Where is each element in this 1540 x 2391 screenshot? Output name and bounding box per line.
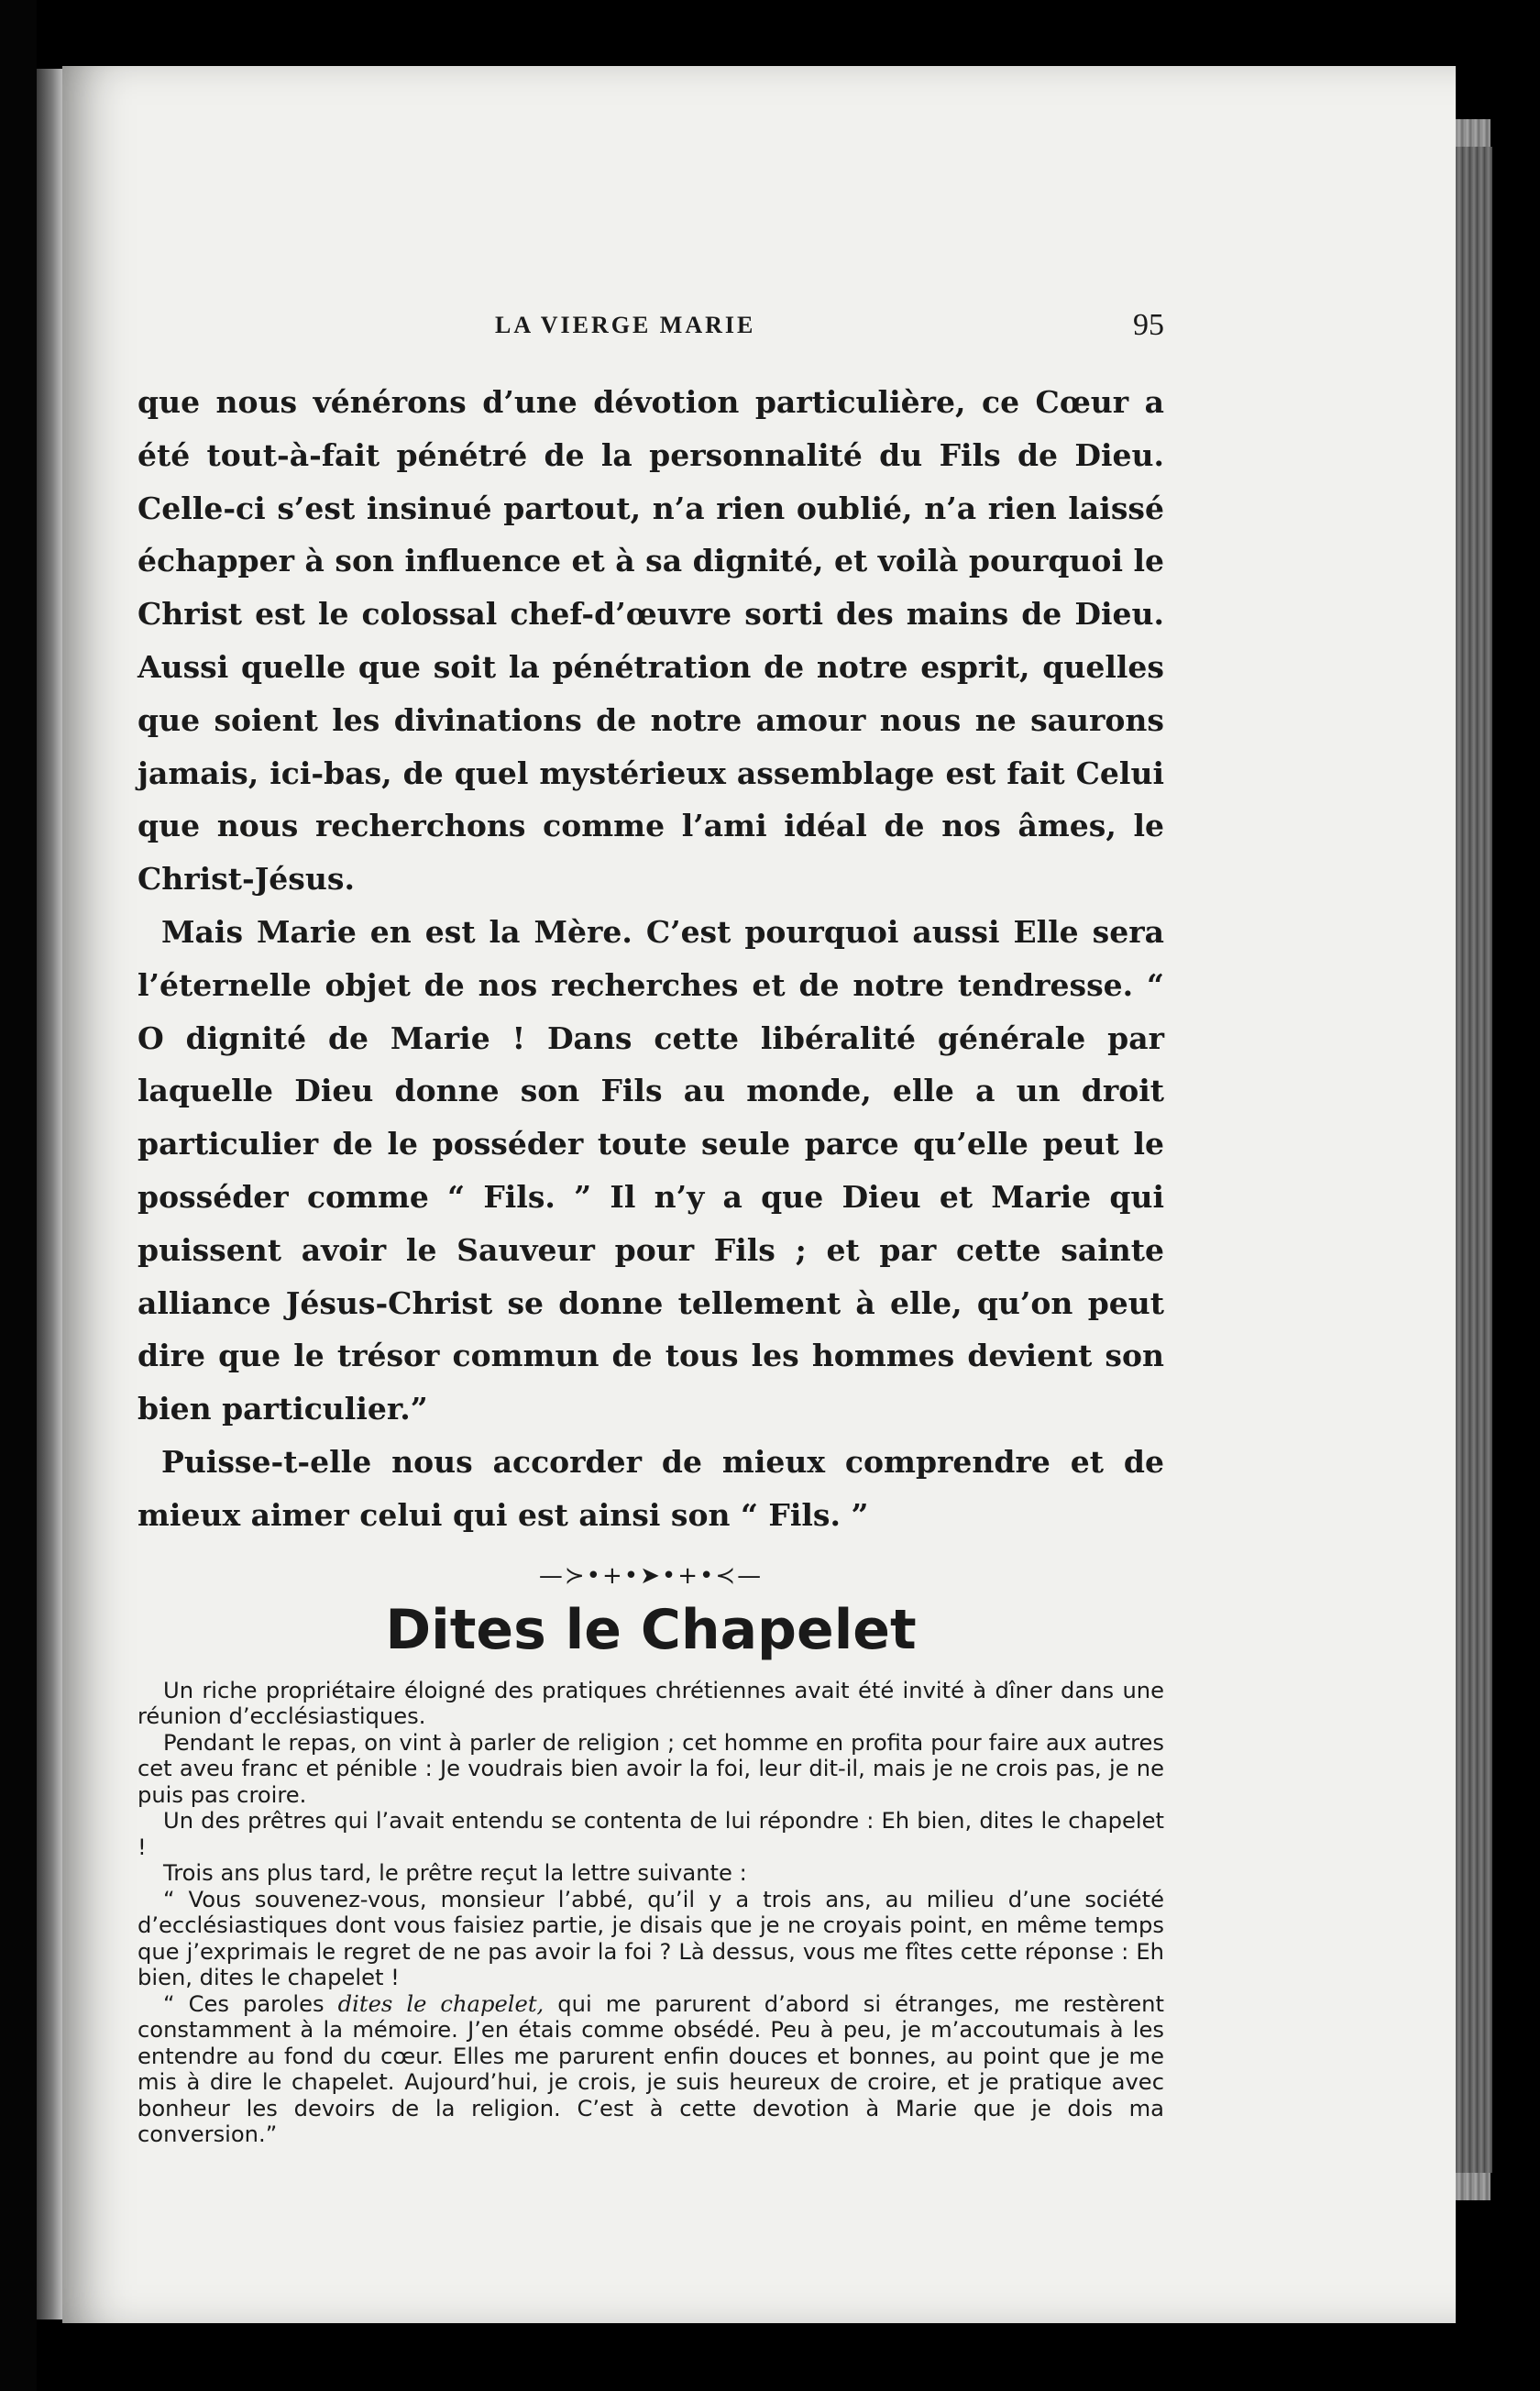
section-paragraph-5: “ Vous souvenez-vous, monsieur l’abbé, qu’il y a trois ans, au milieu d’une société d’ecclésiastiques dont vous faisiez partie, je disais que je ne croyais point, en même temps que j’exprimais le regret de ne pas avoir la foi ? Là dessus, vous me fîtes cette réponse : Eh bien, dites le chapelet ! bbox=[138, 1886, 1164, 1991]
section-paragraph-6 bbox=[138, 1991, 1164, 2148]
ornament-divider: —≻•+•➤•+•≺— bbox=[538, 1561, 764, 1590]
book-gutter bbox=[37, 69, 62, 2319]
page-content bbox=[138, 308, 1164, 2148]
paragraph-6-italic: dites le chapelet, bbox=[337, 1990, 544, 2017]
page-number: 95 bbox=[1133, 308, 1164, 342]
section-paragraph-2: Pendant le repas, on vint à parler de religion ; cet homme en profita pour faire aux autres cet aveu franc et pénible : Je voudrais bien avoir la foi, leur dit-il, mais je ne crois pas, je ne puis pas croire. bbox=[138, 1729, 1164, 1808]
page-edges-outer bbox=[1456, 147, 1492, 2173]
section-paragraph-1: Un riche propriétaire éloigné des pratiques chrétiennes avait été invité à dîner dans une réunion d’ecclésiastiques. bbox=[138, 1677, 1164, 1730]
section-text bbox=[138, 1678, 1164, 2148]
section-paragraph-4: Trois ans plus tard, le prêtre reçut la lettre suivante : bbox=[163, 1860, 747, 1887]
main-text bbox=[138, 376, 1164, 1542]
paragraph-6-end: qui me parurent d’abord si étranges, me restèrent constamment à la mémoire. J’en étais comme obsédé. Peu à peu, je m’accoutumais à les entendre au fond du cœur. Elles me parurent enfin douces et bonnes, au point que je me mis à dire le chapelet. Aujourd’hui, je crois, je suis heureux de croire, et je pratique avec bonheur les devoirs de la religion. C’est à cette devotion à Marie que je dois ma conversion.” bbox=[138, 1990, 1164, 2148]
running-title: LA VIERGE MARIE bbox=[495, 312, 756, 338]
paragraph-2: Mais Marie en est la Mère. C’est pourquoi aussi Elle sera l’éternelle objet de nos recherches et de notre tendresse. “ O dignité de Marie ! Dans cette libéralité générale par laquelle Dieu donne son Fils au monde, elle a un droit particulier de le posséder toute seule parce qu’elle peut le posséder comme “ Fils. ” Il n’y a que Dieu et Marie qui puissent avoir le Sauveur pour Fils ; et par cette sainte alliance Jésus-Christ se donne tellement à elle, qu’on peut dire que le trésor commun de tous les hommes devient son bien particulier.” bbox=[138, 913, 1164, 1427]
scan-dark-margin bbox=[0, 0, 37, 2391]
section-title: Dites le Chapelet bbox=[385, 1597, 917, 1662]
running-head bbox=[138, 308, 1164, 358]
paragraph-3: Puisse-t-elle nous accorder de mieux comprendre et de mieux aimer celui qui est ainsi son “ Fils. ” bbox=[138, 1443, 1164, 1533]
paragraph-6-start: “ Ces paroles bbox=[163, 1990, 338, 2017]
paragraph-1: que nous vénérons d’une dévotion particulière, ce Cœur a été tout-à-fait pénétré de la personnalité du Fils de Dieu. Celle-ci s’est insinué partout, n’a rien oublié, n’a rien laissé échapper à son influence et à sa dignité, et voilà pourquoi le Christ est le colossal chef-d’œuvre sorti des mains de Dieu. Aussi quelle que soit la pénétration de notre esprit, quelles que soient les divinations de notre amour nous ne saurons jamais, ici-bas, de quel mystérieux assemblage est fait Celui que nous recherchons comme l’ami idéal de nos âmes, le Christ-Jésus. bbox=[138, 384, 1164, 898]
section-paragraph-3: Un des prêtres qui l’avait entendu se contenta de lui répondre : Eh bien, dites le chapelet ! bbox=[138, 1808, 1164, 1860]
